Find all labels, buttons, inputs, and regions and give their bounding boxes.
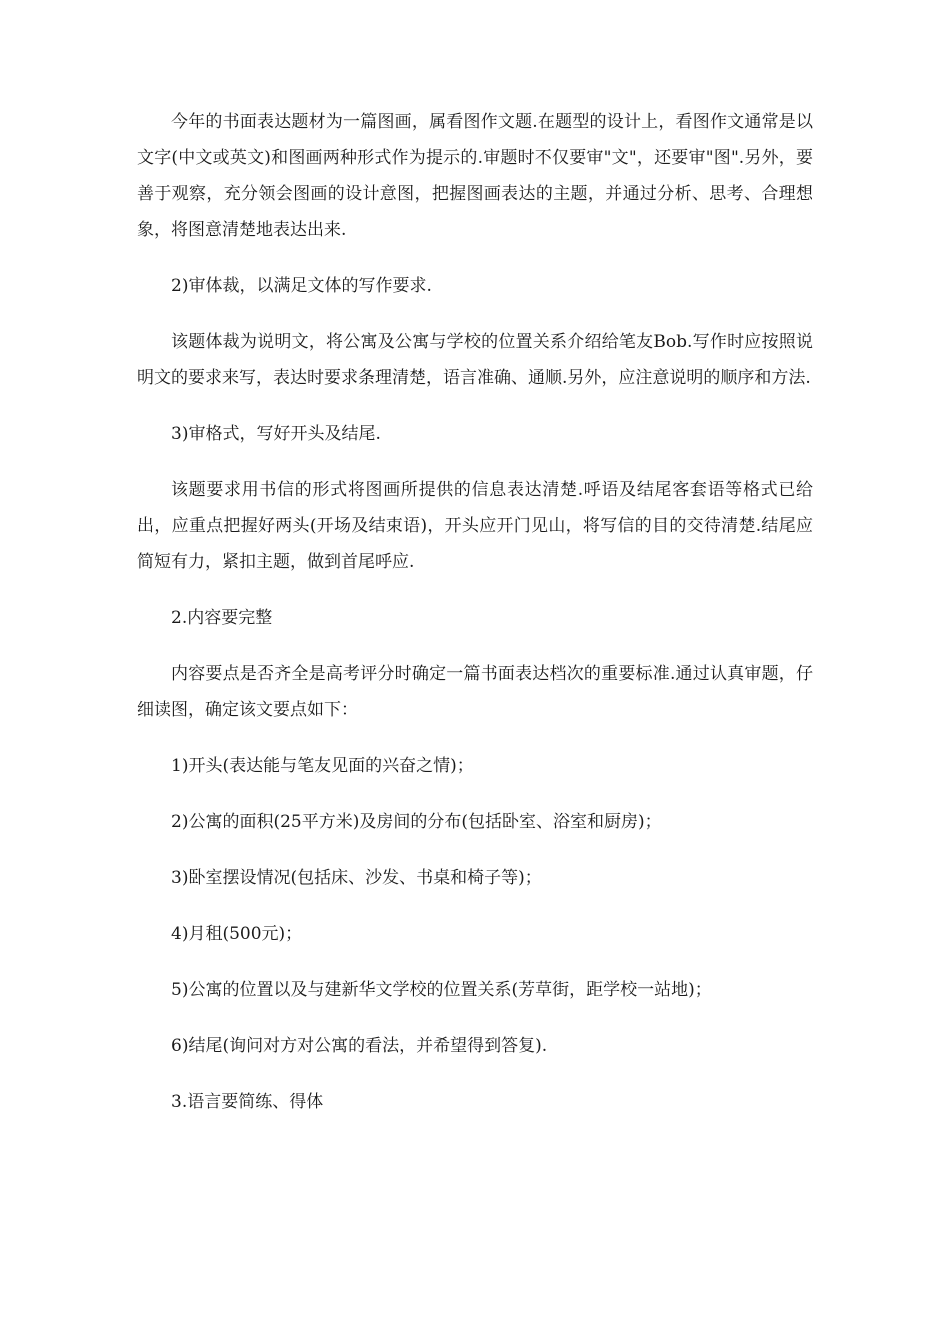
- paragraph-intro: 今年的书面表达题材为一篇图画，属看图作文题.在题型的设计上，看图作文通常是以文字(中文或英文)和图画两种形式作为提示的.审题时不仅要审"文"，还要审"图".另外，要善于观察，充分领会图画的设计意图，把握图画表达的主题，并通过分析、思考、合理想象，将图意清楚地表达出来.: [137, 112, 813, 240]
- paragraph-heading-format: 3)审格式，写好开头及结尾.: [171, 424, 381, 444]
- paragraph-heading-content: 2.内容要完整: [171, 608, 273, 628]
- list-item-opening: 1)开头(表达能与笔友见面的兴奋之情)；: [171, 756, 474, 776]
- paragraph-heading-genre: 2)审体裁，以满足文体的写作要求.: [171, 276, 432, 296]
- paragraph-heading-language: 3.语言要简练、得体: [171, 1092, 324, 1112]
- paragraph-genre: 该题体裁为说明文，将公寓及公寓与学校的位置关系介绍给笔友Bob.写作时应按照说明文的要求来写，表达时要求条理清楚，语言准确、通顺.另外，应注意说明的顺序和方法.: [137, 332, 813, 388]
- paragraph-format: 该题要求用书信的形式将图画所提供的信息表达清楚.呼语及结尾客套语等格式已给出，应重点把握好两头(开场及结束语)，开头应开门见山，将写信的目的交待清楚.结尾应简短有力，紧扣主题，做到首尾呼应.: [137, 480, 813, 572]
- paragraph-content: 内容要点是否齐全是高考评分时确定一篇书面表达档次的重要标准.通过认真审题，仔细读图，确定该文要点如下：: [137, 664, 813, 720]
- list-item-furniture: 3)卧室摆设情况(包括床、沙发、书桌和椅子等)；: [171, 868, 542, 888]
- document-body: [137, 104, 813, 1140]
- list-item-ending: 6)结尾(询问对方对公寓的看法，并希望得到答复).: [171, 1036, 548, 1056]
- list-item-location: 5)公寓的位置以及与建新华文学校的位置关系(芳草街，距学校一站地)；: [171, 980, 712, 1000]
- list-item-rent: 4)月租(500元)；: [171, 924, 303, 944]
- list-item-area: 2)公寓的面积(25平方米)及房间的分布(包括卧室、浴室和厨房)；: [171, 812, 662, 832]
